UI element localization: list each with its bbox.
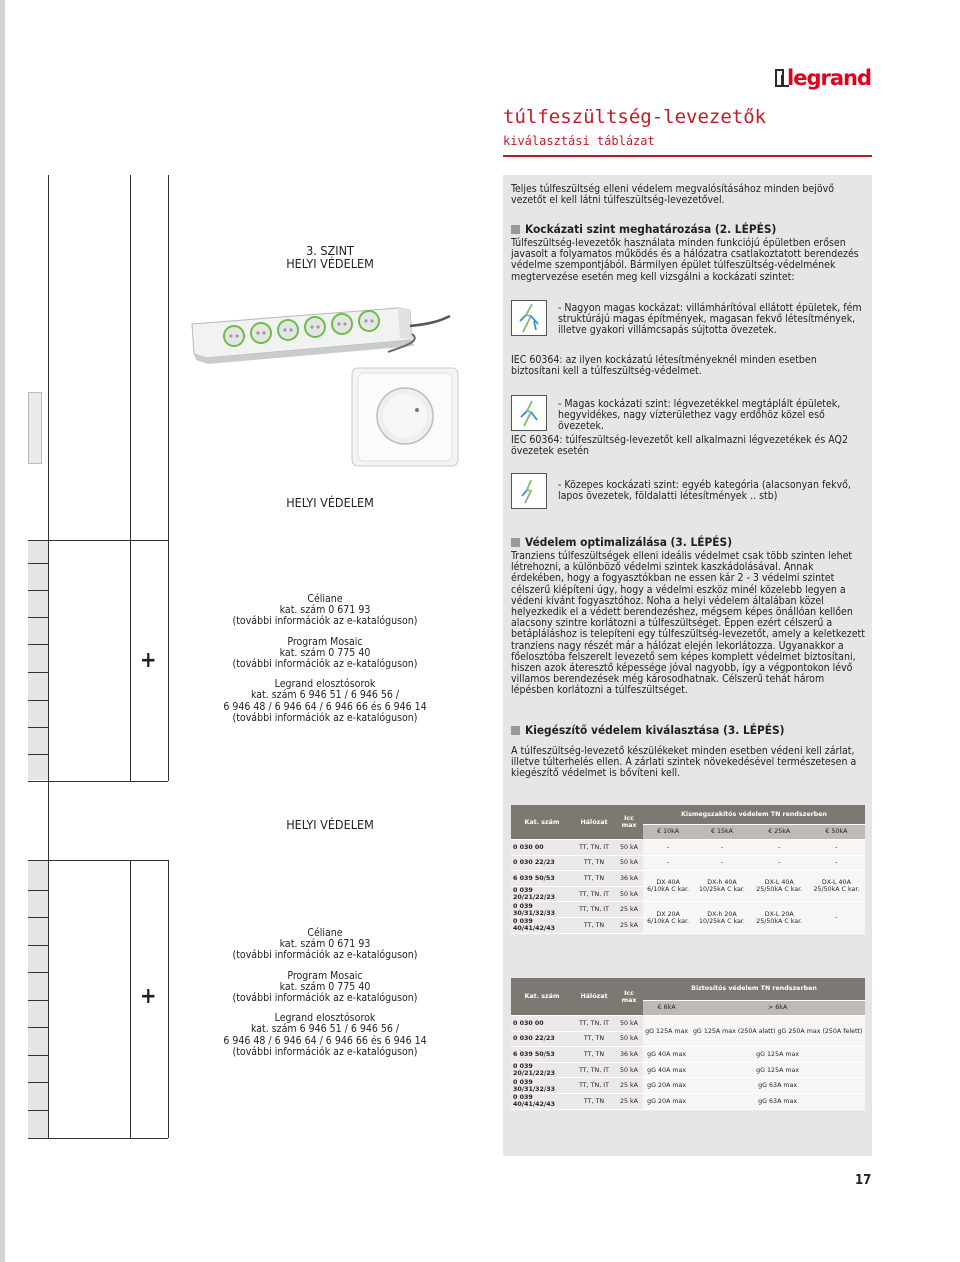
ref-line: Céliane (307, 593, 343, 605)
cell: gG 20A max (643, 1078, 690, 1094)
grid-line (28, 1000, 48, 1001)
step4-text: A túlfeszültség-levezető készülékeket minden esetben védeni kell zárlat, illetve túlterhelés ellen. A zárlati szintek növekedésével természetesen a kiegészítő védelmet is bővíteni kell. (511, 745, 857, 780)
level-3-subtitle: HELYI VÉDELEM (286, 256, 374, 271)
cell: gG 40A max (643, 1047, 690, 1063)
level-3-title: 3. SZINT (306, 243, 354, 258)
fuse-protection-table (511, 978, 865, 1110)
cell: 25 kA (615, 902, 643, 918)
ref-line: Program Mosaic (287, 635, 363, 648)
bullet-square-icon (511, 225, 520, 234)
cell: 50 kA (615, 840, 643, 856)
cell: 50 kA (615, 855, 643, 871)
cell: TT, TN, IT (573, 1078, 615, 1094)
cell: DX-L 20A 25/50kA C kar. (751, 902, 808, 933)
celiane-switch-image (350, 366, 460, 468)
cell: gG 20A max (643, 1094, 690, 1110)
grid-line (28, 754, 48, 755)
ref-line: (további információk az e-katalóguson) (232, 658, 418, 671)
cell: - (643, 855, 693, 871)
risk-very-high-text: - Nagyon magas kockázat: villámhárítóval ellátott épületek, fém struktúrájú magas építmények, magasan fekvő létesítmények, illetve gyakori villámcsapás sújtotta övezetek. (558, 302, 862, 337)
col-25ka: € 25kA (751, 824, 808, 840)
table-row (511, 902, 865, 918)
local-protection-label-1: HELYI VÉDELEM (286, 495, 374, 510)
cell: TT, TN, IT (573, 840, 615, 856)
ref-line: Legrand elosztósorok (274, 1012, 376, 1025)
cell: - (643, 840, 693, 856)
cell: gG 63A max (690, 1078, 865, 1094)
cell: 0 030 00 (511, 1016, 573, 1032)
cell: 50 kA (615, 886, 643, 902)
cell: gG 40A max (643, 1062, 690, 1078)
cell: 0 039 30/31/32/33 (511, 1078, 573, 1094)
col-kat: Kat. szám (511, 978, 573, 1016)
table-row (511, 1016, 865, 1032)
cell: 6 039 50/53 (511, 871, 573, 887)
grid-line (28, 1082, 48, 1083)
cell: - (693, 840, 750, 856)
grid-line (28, 563, 48, 564)
cell: TT, TN (573, 1094, 615, 1110)
grid-line (28, 700, 48, 701)
grid-line (28, 917, 48, 918)
col-kat: Kat. szám (511, 805, 573, 840)
cell: gG 125A max (643, 1016, 690, 1047)
cell: 0 039 20/21/22/23 (511, 886, 573, 902)
cell: gG 125A max (690, 1062, 865, 1078)
level-3-label (230, 244, 430, 270)
ref-line: (további információk az e-katalóguson) (232, 615, 418, 628)
col-group: Kismegszakítós védelem TN rendszerben (643, 805, 865, 824)
cell: DX 40A 6/10kA C kar. (643, 871, 693, 902)
grid-line (130, 860, 131, 1138)
grid-line (28, 617, 48, 618)
cell: 0 039 20/21/22/23 (511, 1062, 573, 1078)
cell: 36 kA (615, 1047, 643, 1063)
table-row (511, 855, 865, 871)
col-10ka: € 10kA (643, 824, 693, 840)
ref-line: Legrand elosztósorok (274, 678, 376, 691)
cell: 25 kA (615, 918, 643, 934)
grid-line (168, 860, 169, 1138)
grid-line (28, 1055, 48, 1056)
legrand-logo: legrand (775, 66, 871, 90)
intro-text: Teljes túlfeszültség elleni védelem megvalósításához minden bejövő vezetőt el kell látni túlfeszültség-levezetővel. (511, 183, 834, 207)
cell: 50 kA (615, 1031, 643, 1047)
step2-title: Kockázati szint meghatározása (2. LÉPÉS) (525, 222, 777, 236)
cell: TT, TN (573, 1047, 615, 1063)
plus-sign-1: + (140, 648, 157, 673)
cell: TT, TN (573, 1031, 615, 1047)
bullet-square-icon (511, 538, 520, 547)
risk-high-text: - Magas kockázati szint: légvezetékkel megtáplált épületek, hegyvidékes, nagy vízterülethez vagy erdőhöz közel eső övezetek. (558, 398, 841, 433)
cell: 0 030 22/23 (511, 855, 573, 871)
risk-medium-text: - Közepes kockázati szint: egyéb kategória (alacsonyan fekvő, lapos övezetek, földalatti létesítmények .. stb) (558, 479, 851, 503)
cell: TT, TN, IT (573, 1062, 615, 1078)
cell: DX 20A 6/10kA C kar. (643, 902, 693, 933)
cell: 25 kA (615, 1094, 643, 1110)
product-references-2 (180, 928, 470, 1058)
local-protection-label-2: HELYI VÉDELEM (286, 817, 374, 832)
cell: DX-h 40A 10/25kA C kar. (693, 871, 750, 902)
cell: - (808, 855, 865, 871)
cell: DX-h 20A 10/25kA C kar. (693, 902, 750, 933)
cell: - (808, 902, 865, 933)
table-row (511, 840, 865, 856)
cell: 0 030 00 (511, 840, 573, 856)
cell: gG 125A max (690, 1047, 865, 1063)
step3-heading (511, 535, 732, 549)
lightning-mid-icon (511, 395, 547, 431)
table-row (511, 1094, 865, 1110)
ref-line: Céliane (307, 927, 343, 939)
lightning-high-icon (511, 300, 547, 336)
cell: 6 039 50/53 (511, 1047, 573, 1063)
grid-line (168, 175, 169, 781)
ref-line: Program Mosaic (287, 969, 363, 982)
lightning-low-icon (511, 473, 547, 509)
page-subtitle: kiválasztási táblázat (503, 134, 655, 148)
col-over-6ka: > 6kA (690, 1000, 865, 1016)
grid-line (28, 972, 48, 973)
table-row (511, 1078, 865, 1094)
cropped-device-image (28, 392, 42, 464)
table-row (511, 1047, 865, 1063)
title-rule (503, 155, 872, 157)
step2-heading (511, 222, 776, 236)
cell: - (751, 840, 808, 856)
grid-line (28, 781, 168, 782)
grid-line (28, 1110, 48, 1111)
product-references-1 (180, 594, 470, 724)
step4-heading (511, 723, 785, 737)
ref-line: (további információk az e-katalóguson) (232, 1045, 418, 1058)
left-edge-strip (0, 0, 5, 1262)
ref-line: kat. szám 0 671 93 (279, 938, 371, 951)
page-number: 17 (855, 1173, 872, 1188)
ref-line: (további információk az e-katalóguson) (232, 949, 418, 962)
cell: - (808, 840, 865, 856)
col-icc: Icc max (615, 805, 643, 840)
cell: TT, TN, IT (573, 886, 615, 902)
cell: DX-L 40A 25/50kA C kar. (808, 871, 865, 902)
bullet-square-icon (511, 726, 520, 735)
cell: 0 039 30/31/32/33 (511, 902, 573, 918)
col-network: Hálózat (573, 978, 615, 1016)
step4-title: Kiegészítő védelem kiválasztása (3. LÉPÉS) (525, 723, 785, 737)
grid-line (28, 945, 48, 946)
ref-line: kat. szám 6 946 51 / 6 946 56 / (250, 689, 400, 702)
ref-line: kat. szám 0 775 40 (279, 980, 371, 993)
ref-line: kat. szám 0 671 93 (279, 604, 371, 617)
col-icc: Icc max (615, 978, 643, 1016)
cell: DX-L 40A 25/50kA C kar. (751, 871, 808, 902)
ref-line: kat. szám 6 946 51 / 6 946 56 / (250, 1023, 400, 1036)
step2-text: Túlfeszültség-levezetők használata minden funkciójú épületben erősen javasolt a folyamatos működés és a hálózatra csatlakoztatott berendezés védelme szempontjából. Bármilyen épület túlfeszültség-védelmének megtervezése esetén meg kell vizsgálni a kockázati szintet: (511, 237, 859, 283)
cell: gG 63A max (690, 1094, 865, 1110)
col-50ka: € 50kA (808, 824, 865, 840)
cell: 25 kA (615, 1078, 643, 1094)
col-group: Biztosítós védelem TN rendszerben (643, 978, 865, 1000)
grid-line (28, 540, 168, 541)
ref-line: kat. szám 0 775 40 (279, 646, 371, 659)
ref-line: (további információk az e-katalóguson) (232, 711, 418, 724)
ref-line: 6 946 48 / 6 946 64 / 6 946 66 és 6 946 14 (223, 1034, 427, 1047)
cell: 50 kA (615, 1062, 643, 1078)
cell: - (693, 855, 750, 871)
grid-line (28, 860, 168, 861)
cell: 0 039 40/41/42/43 (511, 1094, 573, 1110)
step3-text: Tranziens túlfeszültségek elleni ideális védelmet csak több szinten lehet létrehozni, a különböző védelmi szintek kaszkádolásával. Annak érdekében, hogy a fogyasztókban ne essen kár 2 - 3 védelmi szintet célszerű kiépíteni úgy, hogy a védelmi eszköz minél közelebb legyen a védeni kívánt fogyasztóhoz. Noha a helyi védelem általában közel helyezkedik el a védett berendezéshez, mégsem képes önállóan kellően alacsony szintre korlátozni a túlfeszültséget. Éppen ezért célszerű a betápláláshoz is telepíteni egy túlfeszültség-levezetőt, amely a keletkezett tranziens nagy részét már a hálózat elején lekorlátozza. Ugyanakkor a főelosztóba felszerelt levezető sem képes komplett védelmet biztosítani, hiszen azok áteresztő képessége jóval nagyobb, így a végpontokon lévő villamos berendezések még károsodhatnak. Célszerű tehát három lépésben korlátozni a túlfeszültséget. (511, 550, 865, 697)
col-6ka: € 6kA (643, 1000, 690, 1016)
col-network: Hálózat (573, 805, 615, 840)
cell: 50 kA (615, 1016, 643, 1032)
grid-line (28, 890, 48, 891)
cell: TT, TN, IT (573, 1016, 615, 1032)
cell: TT, TN (573, 855, 615, 871)
page-title: túlfeszültség-levezetők (503, 106, 767, 128)
left-grey-block-1 (28, 540, 48, 780)
cell: TT, TN (573, 918, 615, 934)
grid-line (48, 175, 49, 1138)
left-grey-block-2 (28, 860, 48, 1138)
cell: - (751, 855, 808, 871)
cell: gG 125A max (250A alatt) gG 250A max (250A felett) (690, 1016, 865, 1047)
grid-line (28, 644, 48, 645)
cell: TT, TN, IT (573, 902, 615, 918)
plus-sign-2: + (140, 984, 157, 1009)
grid-line (28, 672, 48, 673)
step3-title: Védelem optimalizálása (3. LÉPÉS) (525, 535, 733, 549)
table-row (511, 871, 865, 887)
grid-line (28, 1027, 48, 1028)
ref-line: 6 946 48 / 6 946 64 / 6 946 66 és 6 946 14 (223, 700, 427, 713)
cell: 36 kA (615, 871, 643, 887)
cell: TT, TN (573, 871, 615, 887)
grid-line (28, 590, 48, 591)
grid-line (130, 175, 131, 781)
ref-line: (további információk az e-katalóguson) (232, 992, 418, 1005)
power-strip-image (188, 296, 456, 366)
cell: 0 039 40/41/42/43 (511, 918, 573, 934)
grid-line (28, 727, 48, 728)
mcb-protection-table (511, 805, 865, 934)
col-15ka: € 15kA (693, 824, 750, 840)
cell: 0 030 22/23 (511, 1031, 573, 1047)
table-row (511, 1062, 865, 1078)
legrand-mark-icon (775, 69, 784, 87)
grid-line (28, 1138, 168, 1139)
iec-note-1: IEC 60364: az ilyen kockázatú létesítményeknél minden esetben biztosítani kell a túlfeszültség-védelmet. (511, 354, 817, 378)
iec-note-2: IEC 60364: túlfeszültség-levezetőt kell alkalmazni légvezetékek és AQ2 övezetek esetén (511, 434, 848, 458)
